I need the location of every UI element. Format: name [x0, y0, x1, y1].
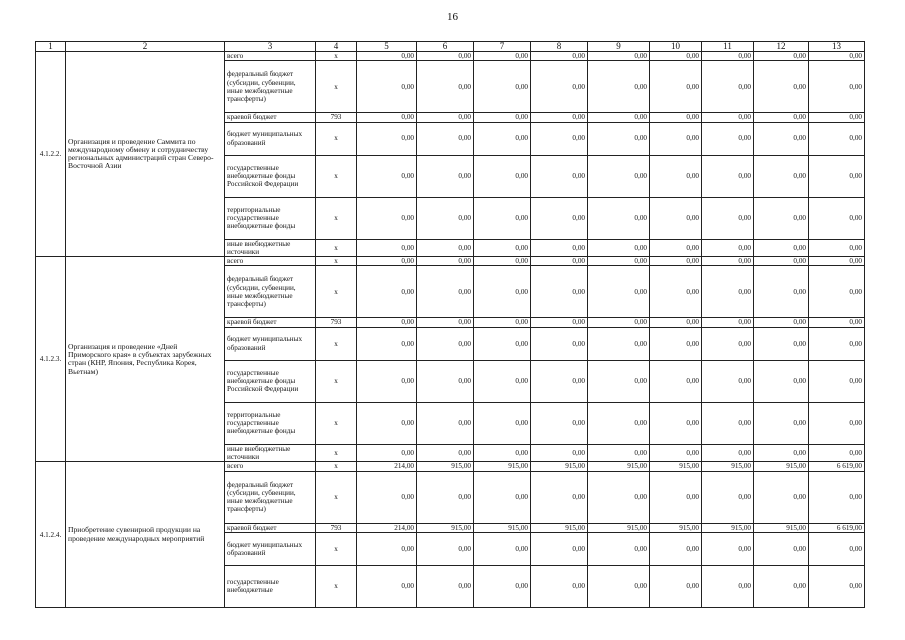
amount-cell: 0,00	[809, 318, 865, 327]
amount-cell: 0,00	[754, 122, 809, 155]
amount-cell: 0,00	[357, 61, 417, 113]
budget-code: x	[316, 257, 357, 266]
amount-cell: 0,00	[588, 52, 650, 61]
column-number: 5	[357, 42, 417, 52]
amount-cell: 0,00	[357, 197, 417, 239]
amount-cell: 0,00	[531, 113, 588, 122]
amount-cell: 0,00	[650, 402, 702, 444]
amount-cell: 0,00	[531, 318, 588, 327]
column-number: 13	[809, 42, 865, 52]
budget-table	[35, 41, 865, 608]
amount-cell: 0,00	[357, 360, 417, 402]
column-number-row	[36, 42, 865, 52]
amount-cell: 0,00	[754, 444, 809, 462]
amount-cell: 0,00	[357, 52, 417, 61]
funding-source: краевой бюджет	[225, 523, 316, 532]
column-number: 9	[588, 42, 650, 52]
amount-cell: 0,00	[650, 155, 702, 197]
amount-cell: 0,00	[417, 565, 474, 607]
amount-cell: 0,00	[531, 257, 588, 266]
table-body	[36, 52, 865, 608]
amount-cell: 0,00	[702, 122, 754, 155]
amount-cell: 0,00	[357, 565, 417, 607]
amount-cell: 915,00	[588, 462, 650, 471]
amount-cell: 0,00	[809, 360, 865, 402]
amount-cell: 0,00	[474, 444, 531, 462]
amount-cell: 915,00	[754, 462, 809, 471]
funding-source: федеральный бюджет (субсидии, субвенции, иные межбюджетные трансферты)	[225, 471, 316, 523]
amount-cell: 0,00	[702, 113, 754, 122]
amount-cell: 0,00	[357, 327, 417, 360]
table-row	[36, 257, 865, 266]
amount-cell: 0,00	[417, 532, 474, 565]
amount-cell: 0,00	[754, 155, 809, 197]
amount-cell: 0,00	[474, 257, 531, 266]
amount-cell: 0,00	[588, 113, 650, 122]
amount-cell: 0,00	[650, 471, 702, 523]
amount-cell: 915,00	[588, 523, 650, 532]
column-number: 10	[650, 42, 702, 52]
amount-cell: 0,00	[650, 61, 702, 113]
budget-code: x	[316, 444, 357, 462]
amount-cell: 0,00	[417, 266, 474, 318]
amount-cell: 0,00	[417, 113, 474, 122]
column-number: 8	[531, 42, 588, 52]
amount-cell: 915,00	[417, 523, 474, 532]
amount-cell: 915,00	[531, 523, 588, 532]
amount-cell: 6 619,00	[809, 523, 865, 532]
amount-cell: 0,00	[474, 565, 531, 607]
amount-cell: 0,00	[754, 532, 809, 565]
amount-cell: 0,00	[417, 318, 474, 327]
amount-cell: 0,00	[754, 318, 809, 327]
amount-cell: 0,00	[809, 155, 865, 197]
amount-cell: 0,00	[754, 61, 809, 113]
amount-cell: 0,00	[702, 327, 754, 360]
amount-cell: 0,00	[357, 113, 417, 122]
amount-cell: 0,00	[809, 113, 865, 122]
amount-cell: 0,00	[702, 266, 754, 318]
amount-cell: 0,00	[809, 197, 865, 239]
amount-cell: 0,00	[531, 327, 588, 360]
amount-cell: 6 619,00	[809, 462, 865, 471]
amount-cell: 0,00	[650, 257, 702, 266]
amount-cell: 0,00	[474, 266, 531, 318]
amount-cell: 0,00	[474, 52, 531, 61]
budget-code: x	[316, 360, 357, 402]
funding-source: государственные внебюджетные	[225, 565, 316, 607]
amount-cell: 0,00	[754, 52, 809, 61]
amount-cell: 0,00	[417, 155, 474, 197]
amount-cell: 0,00	[754, 360, 809, 402]
amount-cell: 915,00	[702, 462, 754, 471]
amount-cell: 0,00	[588, 155, 650, 197]
amount-cell: 0,00	[588, 122, 650, 155]
amount-cell: 0,00	[531, 197, 588, 239]
amount-cell: 0,00	[809, 257, 865, 266]
funding-source: всего	[225, 52, 316, 61]
column-number: 12	[754, 42, 809, 52]
budget-code: x	[316, 197, 357, 239]
activity-code: 4.1.2.2.	[36, 52, 66, 257]
funding-source: территориальные государственные внебюджетные фонды	[225, 197, 316, 239]
funding-source: государственные внебюджетные фонды Российской Федерации	[225, 360, 316, 402]
amount-cell: 0,00	[474, 402, 531, 444]
activity-code: 4.1.2.3.	[36, 257, 66, 462]
amount-cell: 0,00	[588, 239, 650, 257]
amount-cell: 0,00	[531, 532, 588, 565]
table-row	[36, 462, 865, 471]
amount-cell: 0,00	[474, 239, 531, 257]
amount-cell: 0,00	[357, 257, 417, 266]
amount-cell: 0,00	[809, 239, 865, 257]
amount-cell: 0,00	[650, 565, 702, 607]
funding-source: краевой бюджет	[225, 318, 316, 327]
amount-cell: 915,00	[417, 462, 474, 471]
funding-source: всего	[225, 257, 316, 266]
amount-cell: 214,00	[357, 462, 417, 471]
amount-cell: 0,00	[754, 239, 809, 257]
column-number: 7	[474, 42, 531, 52]
activity-code: 4.1.2.4.	[36, 462, 66, 608]
amount-cell: 0,00	[702, 318, 754, 327]
column-number: 2	[66, 42, 225, 52]
amount-cell: 214,00	[357, 523, 417, 532]
budget-code: x	[316, 155, 357, 197]
budget-code: x	[316, 402, 357, 444]
funding-source: федеральный бюджет (субсидии, субвенции, иные межбюджетные трансферты)	[225, 61, 316, 113]
amount-cell: 915,00	[650, 523, 702, 532]
amount-cell: 0,00	[809, 444, 865, 462]
activity-name: Приобретение сувенирной продукции на проведение международных мероприятий	[66, 462, 225, 608]
amount-cell: 0,00	[417, 52, 474, 61]
amount-cell: 0,00	[809, 471, 865, 523]
amount-cell: 0,00	[650, 327, 702, 360]
amount-cell: 0,00	[417, 122, 474, 155]
amount-cell: 0,00	[588, 444, 650, 462]
budget-code: x	[316, 327, 357, 360]
amount-cell: 915,00	[531, 462, 588, 471]
amount-cell: 0,00	[531, 471, 588, 523]
amount-cell: 0,00	[357, 239, 417, 257]
amount-cell: 0,00	[702, 402, 754, 444]
amount-cell: 0,00	[650, 239, 702, 257]
amount-cell: 0,00	[650, 360, 702, 402]
column-number: 3	[225, 42, 316, 52]
amount-cell: 0,00	[702, 360, 754, 402]
activity-name: Организация и проведение Саммита по международному обмену и сотрудничеству региональных администраций стран Северо-Восточной Азии	[66, 52, 225, 257]
amount-cell: 0,00	[650, 444, 702, 462]
amount-cell: 0,00	[417, 327, 474, 360]
amount-cell: 0,00	[357, 532, 417, 565]
amount-cell: 0,00	[809, 402, 865, 444]
amount-cell: 0,00	[474, 532, 531, 565]
amount-cell: 0,00	[531, 402, 588, 444]
amount-cell: 0,00	[474, 327, 531, 360]
amount-cell: 0,00	[588, 327, 650, 360]
funding-source: бюджет муниципальных образований	[225, 327, 316, 360]
amount-cell: 0,00	[650, 113, 702, 122]
amount-cell: 915,00	[754, 523, 809, 532]
amount-cell: 0,00	[357, 471, 417, 523]
amount-cell: 0,00	[357, 122, 417, 155]
funding-source: бюджет муниципальных образований	[225, 532, 316, 565]
amount-cell: 915,00	[702, 523, 754, 532]
amount-cell: 0,00	[357, 318, 417, 327]
budget-code: 793	[316, 113, 357, 122]
amount-cell: 0,00	[531, 444, 588, 462]
amount-cell: 0,00	[754, 257, 809, 266]
amount-cell: 0,00	[531, 360, 588, 402]
budget-code: x	[316, 52, 357, 61]
amount-cell: 0,00	[588, 471, 650, 523]
amount-cell: 0,00	[474, 197, 531, 239]
amount-cell: 0,00	[474, 318, 531, 327]
amount-cell: 0,00	[417, 257, 474, 266]
amount-cell: 0,00	[650, 266, 702, 318]
budget-code: x	[316, 61, 357, 113]
funding-source: государственные внебюджетные фонды Российской Федерации	[225, 155, 316, 197]
amount-cell: 0,00	[357, 266, 417, 318]
budget-code: x	[316, 266, 357, 318]
amount-cell: 0,00	[417, 471, 474, 523]
amount-cell: 0,00	[474, 471, 531, 523]
amount-cell: 0,00	[754, 402, 809, 444]
amount-cell: 0,00	[754, 197, 809, 239]
budget-code: x	[316, 565, 357, 607]
budget-code: x	[316, 239, 357, 257]
amount-cell: 0,00	[531, 266, 588, 318]
amount-cell: 0,00	[531, 52, 588, 61]
amount-cell: 0,00	[702, 444, 754, 462]
amount-cell: 0,00	[650, 52, 702, 61]
amount-cell: 0,00	[474, 122, 531, 155]
amount-cell: 0,00	[417, 197, 474, 239]
amount-cell: 0,00	[809, 532, 865, 565]
amount-cell: 0,00	[702, 197, 754, 239]
column-number: 1	[36, 42, 66, 52]
budget-code: x	[316, 471, 357, 523]
amount-cell: 0,00	[588, 197, 650, 239]
amount-cell: 0,00	[417, 360, 474, 402]
amount-cell: 0,00	[809, 327, 865, 360]
amount-cell: 0,00	[702, 257, 754, 266]
amount-cell: 0,00	[754, 266, 809, 318]
amount-cell: 0,00	[588, 318, 650, 327]
funding-source: иные внебюджетные источники	[225, 444, 316, 462]
amount-cell: 0,00	[417, 61, 474, 113]
amount-cell: 0,00	[754, 113, 809, 122]
amount-cell: 0,00	[474, 113, 531, 122]
amount-cell: 0,00	[588, 266, 650, 318]
amount-cell: 0,00	[702, 52, 754, 61]
amount-cell: 0,00	[702, 155, 754, 197]
amount-cell: 0,00	[588, 61, 650, 113]
amount-cell: 0,00	[474, 61, 531, 113]
amount-cell: 0,00	[474, 155, 531, 197]
amount-cell: 0,00	[417, 402, 474, 444]
budget-code: x	[316, 122, 357, 155]
funding-source: бюджет муниципальных образований	[225, 122, 316, 155]
amount-cell: 0,00	[809, 565, 865, 607]
budget-code: 793	[316, 318, 357, 327]
activity-name: Организация и проведение «Дней Приморского края» в субъектах зарубежных стран (КНР, Япония, Республика Корея, Вьетнам)	[66, 257, 225, 462]
amount-cell: 0,00	[702, 471, 754, 523]
amount-cell: 0,00	[650, 197, 702, 239]
amount-cell: 0,00	[357, 402, 417, 444]
amount-cell: 0,00	[650, 318, 702, 327]
amount-cell: 0,00	[702, 532, 754, 565]
amount-cell: 0,00	[531, 155, 588, 197]
amount-cell: 915,00	[474, 523, 531, 532]
amount-cell: 0,00	[474, 360, 531, 402]
amount-cell: 0,00	[531, 239, 588, 257]
column-number: 11	[702, 42, 754, 52]
amount-cell: 0,00	[809, 266, 865, 318]
funding-source: краевой бюджет	[225, 113, 316, 122]
amount-cell: 0,00	[650, 532, 702, 565]
column-number: 6	[417, 42, 474, 52]
page-number: 16	[447, 11, 458, 23]
amount-cell: 915,00	[650, 462, 702, 471]
amount-cell: 0,00	[809, 52, 865, 61]
amount-cell: 0,00	[754, 471, 809, 523]
amount-cell: 0,00	[702, 565, 754, 607]
amount-cell: 915,00	[474, 462, 531, 471]
amount-cell: 0,00	[754, 565, 809, 607]
amount-cell: 0,00	[702, 61, 754, 113]
amount-cell: 0,00	[702, 239, 754, 257]
amount-cell: 0,00	[531, 122, 588, 155]
amount-cell: 0,00	[417, 444, 474, 462]
amount-cell: 0,00	[531, 565, 588, 607]
funding-source: федеральный бюджет (субсидии, субвенции, иные межбюджетные трансферты)	[225, 266, 316, 318]
amount-cell: 0,00	[754, 327, 809, 360]
amount-cell: 0,00	[588, 360, 650, 402]
amount-cell: 0,00	[417, 239, 474, 257]
funding-source: территориальные государственные внебюджетные фонды	[225, 402, 316, 444]
amount-cell: 0,00	[588, 532, 650, 565]
budget-code: x	[316, 462, 357, 471]
amount-cell: 0,00	[357, 155, 417, 197]
budget-code: x	[316, 532, 357, 565]
amount-cell: 0,00	[588, 257, 650, 266]
amount-cell: 0,00	[357, 444, 417, 462]
funding-source: иные внебюджетные источники	[225, 239, 316, 257]
amount-cell: 0,00	[531, 61, 588, 113]
column-number: 4	[316, 42, 357, 52]
table-row	[36, 52, 865, 61]
amount-cell: 0,00	[588, 402, 650, 444]
amount-cell: 0,00	[809, 61, 865, 113]
amount-cell: 0,00	[588, 565, 650, 607]
budget-code: 793	[316, 523, 357, 532]
amount-cell: 0,00	[650, 122, 702, 155]
funding-source: всего	[225, 462, 316, 471]
amount-cell: 0,00	[809, 122, 865, 155]
